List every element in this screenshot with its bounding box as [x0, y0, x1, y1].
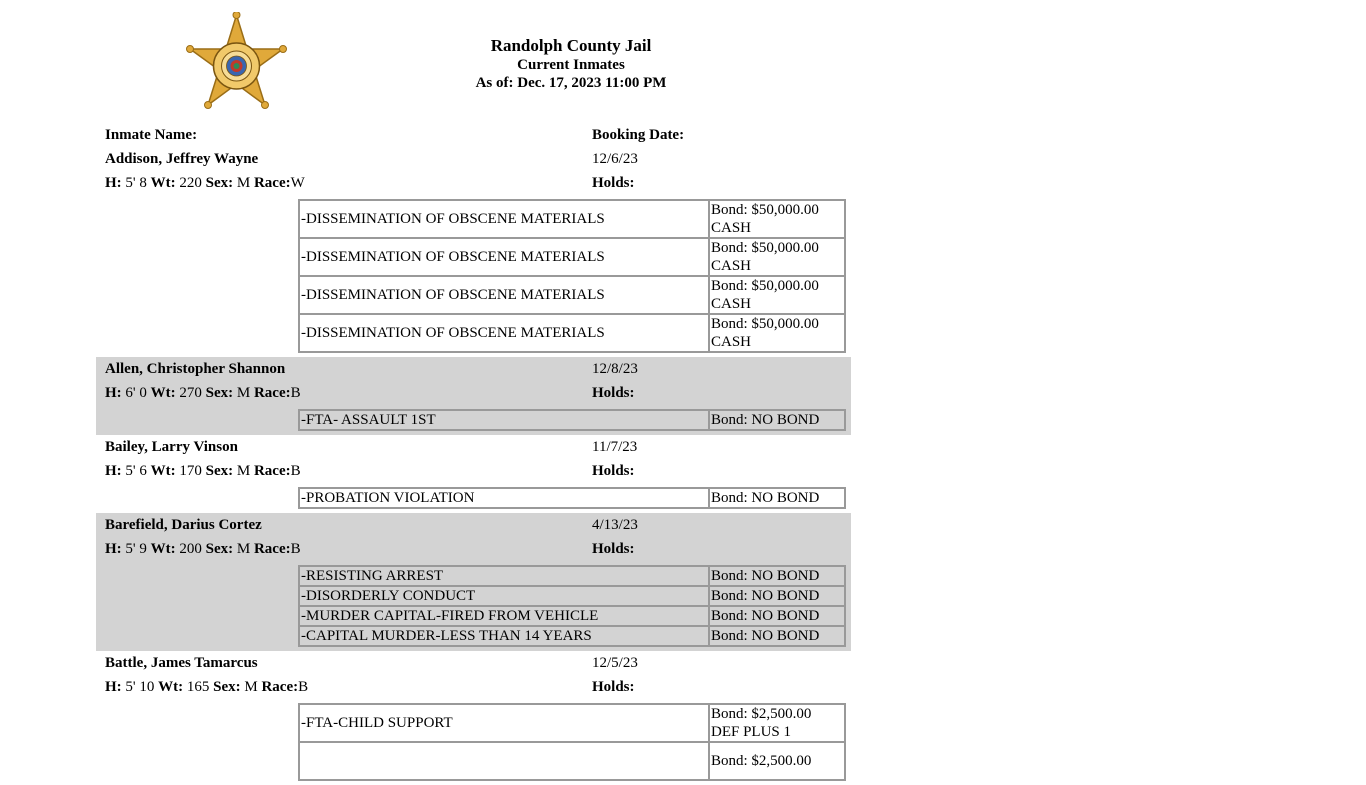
sheriff-star-badge-icon: [184, 12, 289, 117]
inmate-physical-row: [96, 537, 851, 561]
bond-type: CASH: [711, 334, 752, 350]
charge-row: [299, 200, 845, 238]
height-value: 5' 9: [125, 541, 147, 557]
height-label: H:: [105, 385, 122, 401]
bond-amount: Bond: $50,000.00: [711, 316, 819, 332]
charges-table: [298, 409, 846, 431]
charge-row: [299, 742, 845, 780]
weight-value: 220: [179, 175, 202, 191]
charge-description: -DISSEMINATION OF OBSCENE MATERIALS: [299, 314, 709, 352]
charges-table: [298, 565, 846, 647]
charge-row: [299, 566, 845, 586]
charge-description: -DISSEMINATION OF OBSCENE MATERIALS: [299, 238, 709, 276]
weight-label: Wt:: [150, 463, 176, 479]
bond-type: DEF PLUS 1: [711, 724, 792, 740]
physical-description: [105, 171, 305, 195]
charge-description: [299, 742, 709, 780]
height-value: 5' 8: [125, 175, 147, 191]
charge-description: -DISSEMINATION OF OBSCENE MATERIALS: [299, 276, 709, 314]
race-label: Race:: [253, 175, 291, 191]
inmate-name: Allen, Christopher Shannon: [105, 361, 286, 377]
inmate-physical-row: [96, 171, 851, 195]
height-label: H:: [105, 463, 122, 479]
inmate-record: [96, 651, 851, 785]
height-label: H:: [105, 175, 122, 191]
charge-row: [299, 276, 845, 314]
charge-row: [299, 314, 845, 352]
charge-row: [299, 238, 845, 276]
bond-amount: Bond: $50,000.00: [711, 278, 819, 294]
holds-label: Holds:: [592, 679, 635, 695]
booking-date-header: Booking Date:: [592, 127, 685, 143]
bond-amount: Bond: NO BOND: [709, 586, 845, 606]
race-label: Race:: [253, 463, 291, 479]
charge-row: [299, 410, 845, 430]
charge-description: -RESISTING ARREST: [299, 566, 709, 586]
booking-date: 12/8/23: [592, 361, 638, 377]
physical-description: [105, 537, 301, 561]
bond-type: CASH: [711, 296, 752, 312]
weight-value: 170: [179, 463, 202, 479]
holds-label: Holds:: [592, 541, 635, 557]
bond-amount: Bond: NO BOND: [709, 626, 845, 646]
inmate-physical-row: [96, 459, 851, 483]
inmate-name: Barefield, Darius Cortez: [105, 517, 262, 533]
charges-table: [298, 703, 846, 781]
sex-value: M: [236, 463, 251, 479]
charge-row: [299, 626, 845, 646]
bond-amount: Bond: $50,000.00: [711, 240, 819, 256]
inmate-name-row: [96, 435, 851, 459]
inmate-name-row: [96, 513, 851, 537]
bond-cell: [709, 742, 845, 780]
physical-description: [105, 381, 301, 405]
race-value: B: [290, 463, 301, 479]
inmate-record: [96, 435, 851, 513]
charges-table: [298, 199, 846, 353]
race-label: Race:: [253, 541, 291, 557]
report-subtitle: Current Inmates: [517, 57, 625, 73]
bond-cell: [709, 238, 845, 276]
race-label: Race:: [253, 385, 291, 401]
booking-date: 12/6/23: [592, 151, 638, 167]
race-value: B: [298, 679, 309, 695]
charge-description: -FTA- ASSAULT 1ST: [299, 410, 709, 430]
report-as-of: As of: Dec. 17, 2023 11:00 PM: [475, 75, 667, 91]
bond-type: CASH: [711, 258, 752, 274]
report-title-block: [396, 36, 746, 92]
inmate-list: [96, 147, 851, 785]
inmate-physical-row: [96, 675, 851, 699]
bond-cell: [709, 704, 845, 742]
charge-row: [299, 488, 845, 508]
charge-description: -MURDER CAPITAL-FIRED FROM VEHICLE: [299, 606, 709, 626]
sex-value: M: [236, 385, 251, 401]
height-value: 5' 6: [125, 463, 147, 479]
inmate-name: Addison, Jeffrey Wayne: [105, 151, 259, 167]
race-value: B: [290, 385, 301, 401]
bond-cell: [709, 200, 845, 238]
charge-row: [299, 606, 845, 626]
weight-label: Wt:: [150, 385, 176, 401]
holds-label: Holds:: [592, 175, 635, 191]
booking-date: 11/7/23: [592, 439, 638, 455]
charge-description: -FTA-CHILD SUPPORT: [299, 704, 709, 742]
bond-amount: Bond: NO BOND: [709, 488, 845, 508]
weight-value: 165: [186, 679, 210, 695]
holds-label: Holds:: [592, 463, 635, 479]
height-value: 6' 0: [125, 385, 147, 401]
sex-value: M: [236, 175, 251, 191]
bond-amount: Bond: $50,000.00: [711, 202, 819, 218]
sex-value: M: [236, 541, 251, 557]
sex-value: M: [244, 679, 258, 695]
race-label: Race:: [261, 679, 299, 695]
height-label: H:: [105, 541, 122, 557]
holds-label: Holds:: [592, 385, 635, 401]
charge-description: -CAPITAL MURDER-LESS THAN 14 YEARS: [299, 626, 709, 646]
sex-label: Sex:: [213, 679, 241, 695]
height-value: 5' 10: [125, 679, 155, 695]
physical-description: [105, 459, 301, 483]
charge-row: [299, 704, 845, 742]
sex-label: Sex:: [205, 541, 234, 557]
report-header: [96, 8, 851, 123]
inmate-name-row: [96, 651, 851, 675]
booking-date: 12/5/23: [592, 655, 638, 671]
race-value: W: [290, 175, 305, 191]
sex-label: Sex:: [205, 385, 234, 401]
booking-date: 4/13/23: [592, 517, 638, 533]
bond-amount: Bond: $2,500.00: [711, 706, 812, 722]
charge-row: [299, 586, 845, 606]
report-title: Randolph County Jail: [490, 36, 652, 55]
inmate-name-row: [96, 147, 851, 171]
height-label: H:: [105, 679, 122, 695]
weight-value: 200: [179, 541, 202, 557]
weight-label: Wt:: [150, 541, 176, 557]
inmate-name: Bailey, Larry Vinson: [105, 439, 238, 455]
bond-amount: Bond: NO BOND: [709, 410, 845, 430]
inmate-physical-row: [96, 381, 851, 405]
inmate-record: [96, 357, 851, 435]
sex-label: Sex:: [205, 463, 234, 479]
charges-table: [298, 487, 846, 509]
bond-amount: Bond: NO BOND: [709, 606, 845, 626]
inmate-record: [96, 513, 851, 651]
bond-amount: Bond: $2,500.00: [711, 753, 812, 769]
physical-description: [105, 675, 308, 699]
inmate-name-header: Inmate Name:: [105, 127, 198, 143]
inmate-record: [96, 147, 851, 357]
inmate-name-row: [96, 357, 851, 381]
charge-description: -PROBATION VIOLATION: [299, 488, 709, 508]
charge-description: -DISSEMINATION OF OBSCENE MATERIALS: [299, 200, 709, 238]
weight-value: 270: [179, 385, 202, 401]
weight-label: Wt:: [150, 175, 176, 191]
race-value: B: [290, 541, 301, 557]
bond-amount: Bond: NO BOND: [709, 566, 845, 586]
bond-cell: [709, 276, 845, 314]
bond-type: CASH: [711, 220, 752, 236]
charge-description: -DISORDERLY CONDUCT: [299, 586, 709, 606]
weight-label: Wt:: [158, 679, 184, 695]
sex-label: Sex:: [205, 175, 234, 191]
bond-cell: [709, 314, 845, 352]
inmate-name: Battle, James Tamarcus: [105, 655, 258, 671]
